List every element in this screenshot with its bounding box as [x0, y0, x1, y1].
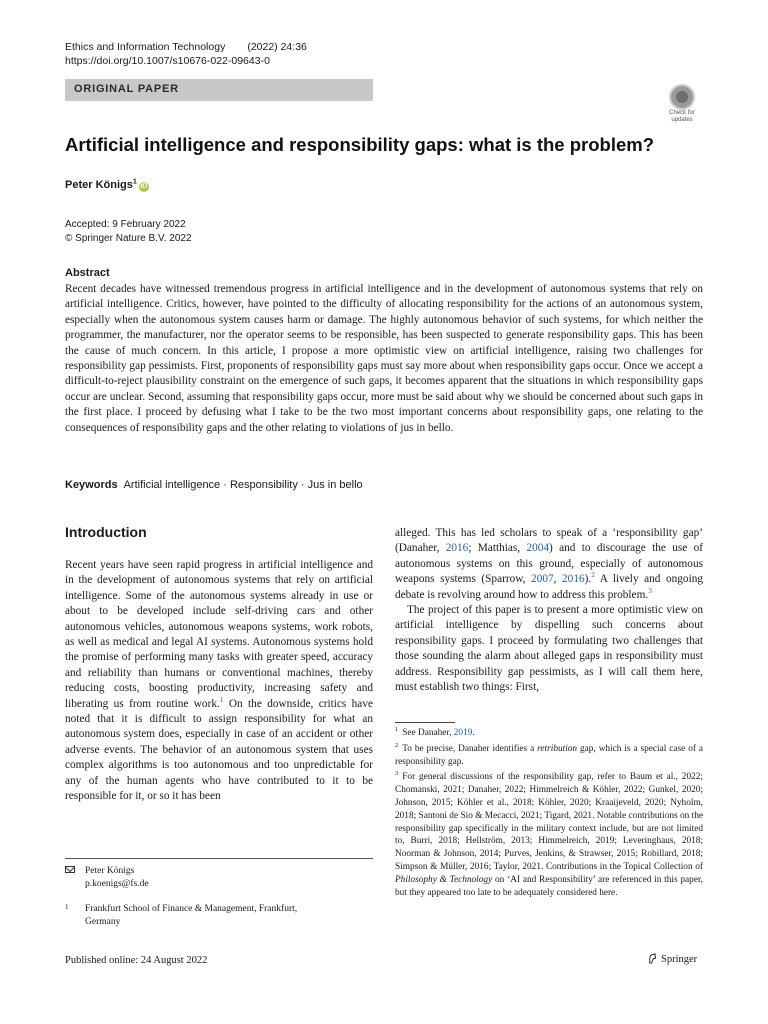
journal-name: Ethics and Information Technology: [65, 41, 226, 53]
publisher-logo: [647, 953, 697, 965]
footnote-text: .: [472, 728, 475, 738]
footnote-2: [395, 743, 703, 769]
published-online: Published online: 24 August 2022: [65, 955, 208, 966]
affiliation-number: 1: [65, 903, 69, 911]
citation-link[interactable]: 2007: [531, 573, 554, 586]
footnote-divider: [395, 722, 455, 723]
citation-link[interactable]: 2016: [445, 542, 469, 555]
intro-text: alleged. This has led scholars to speak of a ‘responsibility gap’ (Danaher,: [395, 527, 703, 555]
citation-link[interactable]: 2004: [526, 542, 550, 555]
intro-text: ; Matthias,: [468, 542, 527, 555]
footnote-text: To be precise, Danaher identifies a: [402, 743, 538, 754]
citation-link[interactable]: 2019: [453, 728, 473, 738]
affiliation-line-1: Frankfurt School of Finance & Management, Frankfurt,: [85, 904, 298, 914]
correspondence-block: [65, 865, 373, 891]
author-line: [65, 179, 149, 192]
intro-paragraph-2: The project of this paper is to present a more optimistic view on artificial intelligence by dispelling such concerns about responsibility gaps. I proceed by formulating two challenges that those sounding the alarm about alleged gaps in responsibility must address. Responsibility gap pessimists, as I will call them here, must establish two things: First,: [395, 604, 703, 694]
footnote-text: gap, which is a special case of a responsibility gap.: [395, 743, 703, 767]
footnote-number: 3: [395, 770, 399, 778]
correspondence-email[interactable]: p.koenigs@fs.de: [85, 879, 149, 889]
footnote-ref-1[interactable]: 1: [219, 694, 224, 704]
footnote-text: See Danaher,: [402, 728, 454, 738]
footnote-emphasis: Philosophy & Technology: [395, 874, 493, 885]
affiliation-line-2: Germany: [85, 917, 121, 927]
accepted-date: Accepted: 9 February 2022: [65, 219, 186, 230]
introduction-heading: Introduction: [65, 524, 147, 540]
doi-link[interactable]: https://doi.org/10.1007/s10676-022-09643-0: [65, 55, 270, 67]
keywords-list: Artificial intelligence · Responsibility · Jus in bello: [123, 479, 363, 491]
footnote-number: 1: [395, 725, 399, 733]
check-updates-line1: Check for: [669, 110, 695, 116]
check-updates-line2: updates: [671, 116, 693, 123]
intro-paragraph-continued: [395, 526, 703, 603]
keywords-label: Keywords: [65, 479, 118, 491]
intro-text: ).: [584, 573, 592, 586]
footnote-emphasis: retribution: [537, 743, 578, 754]
footnote-ref-3[interactable]: 3: [648, 585, 652, 595]
springer-horse-icon: [647, 953, 658, 964]
intro-column-left: [65, 558, 373, 805]
article-type-label: ORIGINAL PAPER: [74, 83, 179, 95]
intro-text-a: Recent years have seen rapid progress in artificial intelligence and in the development of autonomous systems that rely on artificial intelligence. Some of the autonomous systems already in use or about to be developed include self-driving cars and other autonomous vehicles, autonomous weapons systems, work robots, as well as medical and legal AI systems. Autonomous systems hold the promise of performing many tasks with greater speed, accuracy and reliability than humans or conventional machines, thereby reducing costs, boosting productivity, increasing safety and liberating us from routine work.: [65, 559, 373, 710]
envelope-icon: [65, 866, 75, 873]
footnotes: [395, 727, 703, 902]
intro-text: A lively and ongoing debate is revolving around how to address this problem.: [395, 573, 704, 601]
abstract-heading: Abstract: [65, 267, 110, 279]
check-for-updates-icon: [669, 84, 695, 110]
article-dates: [65, 218, 192, 246]
correspondence-divider: [65, 858, 373, 859]
journal-header: [65, 40, 307, 68]
publisher-name: Springer: [661, 954, 698, 965]
article-type-banner: [65, 79, 373, 101]
citation-link[interactable]: 2016: [562, 573, 585, 586]
copyright-line: © Springer Nature B.V. 2022: [65, 233, 192, 244]
affiliation-block: [65, 903, 373, 929]
paper-title: Artificial intelligence and responsibility gaps: what is the problem?: [65, 134, 655, 155]
footnote-number: 2: [395, 741, 399, 749]
check-for-updates-badge[interactable]: [664, 84, 700, 124]
intro-text: ) and to discourage the use of autonomous systems on this ground, especially of autonomous weapons systems (Sparrow,: [395, 542, 704, 586]
footnote-text: on ‘AI and Responsibility’ are referenced in this paper, but they appeared too late to be adequately considered here.: [395, 874, 704, 898]
intro-text: ,: [553, 573, 563, 586]
footnote-3: [395, 771, 703, 899]
keywords-line: [65, 479, 363, 491]
correspondence-name: Peter Königs: [85, 866, 135, 876]
intro-text-b: On the downside, critics have noted that it is difficult to assign responsibility for what an autonomous system does, especially in case of an accident or other adverse events. The behavior of an autonomous system that uses complex algorithms is too autonomous and too unpredictable for any of the human agents who have contributed to it to be responsible for it, or so it has been: [65, 697, 373, 803]
author-name[interactable]: Peter Königs: [65, 179, 133, 191]
intro-column-right: [395, 526, 703, 695]
journal-volume: (2022) 24:36: [247, 41, 307, 53]
orcid-icon[interactable]: iD: [140, 183, 148, 190]
footnote-1: [395, 727, 703, 740]
footnote-ref-2[interactable]: 2: [591, 570, 595, 580]
abstract-text: Recent decades have witnessed tremendous progress in artificial intelligence and in the development of autonomous systems that rely on artificial intelligence. Critics, however, have pointed to the difficulty of allocating responsibility for the actions of an autonomous system, especially when the autonomous system causes harm or damage. The highly autonomous behavior of such systems, for which neither the programmer, the manufacturer, nor the operator seems to be responsible, has been suspected to generate responsibility gaps. This has been the cause of much concern. In this article, I propose a more optimistic view on artificial intelligence, raising two challenges for responsibility gap pessimists. First, proponents of responsibility gaps must say more about when responsibility gaps occur. Once we accept a difficult-to-reject plausibility constraint on the emergence of such gaps, it becomes apparent that the situations in which responsibility gaps occur are unclear. Second, assuming that responsibility gaps occur, more must be said about why we should be concerned about such gaps in the first place. I proceed by defusing what I take to be the two most important concerns about responsibility gaps, one relating to the consequences of responsibility gaps and the other relating to violations of jus in bello.: [65, 283, 703, 434]
footnote-text: For general discussions of the responsibility gap, refer to Baum et al., 2022; Chomanski, 2021; Danaher, 2022; Himmelreich & Köhler, 2022; Gunkel, 2020; Johnson, 2015; Köhler et al., 2018; Köhler, 2020; Kraaijeveld, 2020; Nyholm, 2018; Santoni de Sio & Mecacci, 2021; Tigard, 2021. Notable contributions on the responsibility gap specifically in the military context include, but are not limited to, Burri, 2018; Hellström, 2013; Himmelreich, 2019; Leveringhaus, 2018; Noorman & Johnson, 2014; Purves, Jenkins, & Strawser, 2015; Robillard, 2018; Simpson & Müller, 2016; Taylor, 2021. Contributions in the Topical Collection of: [395, 772, 703, 872]
author-affiliation-marker: 1: [132, 177, 137, 186]
